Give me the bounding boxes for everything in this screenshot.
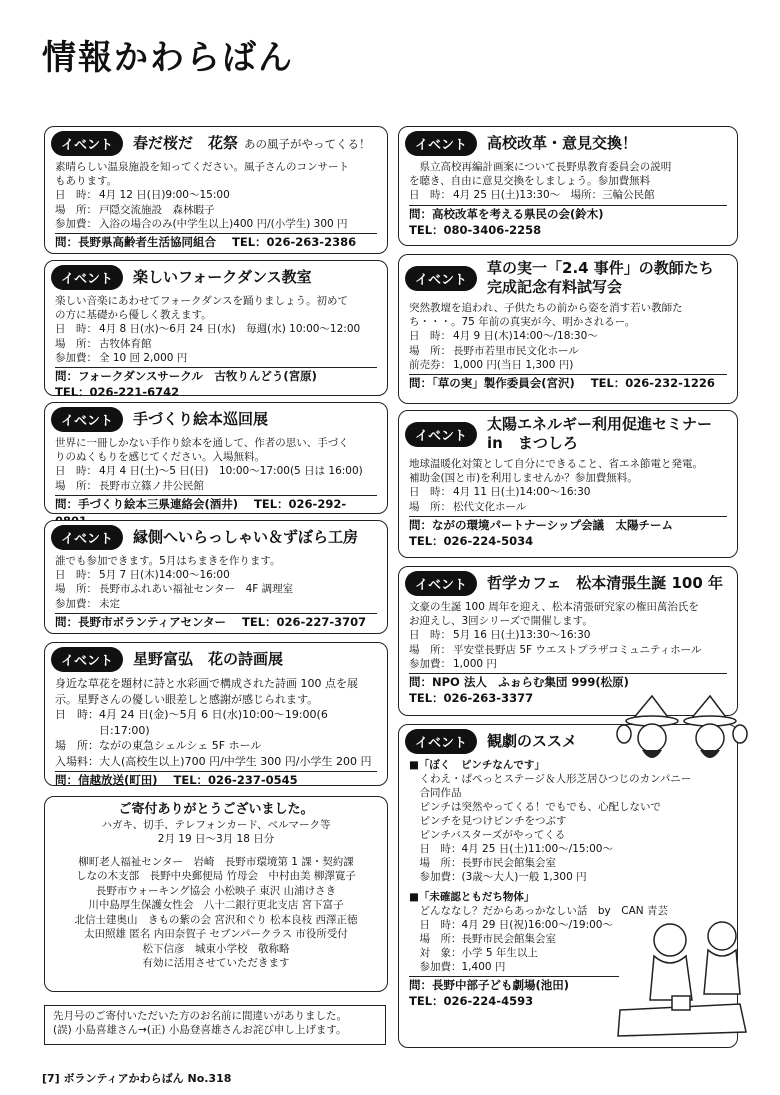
donation-line: 北信士建奥山 きもの紫の会 宮沢和ぐり 松本良枝 西澤正徳	[74, 913, 358, 926]
event-badge: イベント	[405, 571, 477, 596]
event-place: 松代文化ホール	[453, 500, 527, 513]
event-card-hoshino: イベント 星野富弘 花の詩画展 身近な草花を題材に詩と水彩画で構成された詩画 100 点を展 示。星野さんの優しい眼差しと感謝が感じられます。 日 時： 4月 24 日(金)～5月 6 日(水)10:00～19:00(6 日:17:00) 場 所： ながの東急シェルシェ 5F ホール 入場料： 大人(高校生以上)700 円/中学生 300 円/小学生 200 円 問：信越放送(町田) TEL：026-237-0545	[44, 642, 388, 786]
event-contact: 問：「草の実」製作委員会(宮沢) TEL：026-232-1226	[409, 376, 715, 391]
donation-line: 有効に活用させていただきます	[142, 957, 290, 969]
event-tel: TEL：026-221-6742	[55, 385, 180, 400]
event-desc: 世界に一冊しかない手作り絵本を通して、作者の思い、手づく	[55, 437, 349, 449]
event-date: 4月 12 日(日)9:00～15:00	[99, 189, 230, 202]
event-desc: りのぬくもりを感じてください。入場無料。	[55, 451, 265, 464]
event-place: ながの東急シェルシェ 5F ホール	[99, 739, 262, 752]
event-title: 太陽エネルギー利用促進セミナー in まつしろ	[487, 415, 713, 452]
donation-thanks-box	[44, 796, 388, 992]
event-badge: イベント	[51, 131, 123, 156]
event-badge: イベント	[51, 647, 123, 672]
event-date: 5月 16 日(土)13:30～16:30	[453, 629, 591, 642]
event-badge: イベント	[405, 422, 477, 447]
event-contact: 問：フォークダンスサークル 古牧りんどう(宮原)	[55, 369, 317, 384]
event-place: 戸隠交流施設 森林暇子	[99, 203, 215, 216]
event-desc: ち・・・。75 年前の真実が今、明かされるー。	[409, 316, 636, 329]
event-date: 4月 11 日(土)14:00～16:30	[453, 486, 591, 499]
play-line: ■「未確認ともだち物体」	[409, 891, 535, 903]
event-desc: 県立高校再編計画案について長野県教育委員会の説明	[409, 161, 672, 173]
event-card-solar-seminar: イベント 太陽エネルギー利用促進セミナー in まつしろ 地球温暖化対策として自分にできること、省エネ節電と発電。 補助金(国と市)を利用しませんか？参加費無料。 日 時： 4月 11 日(土)14:00～16:30 場 所： 松代文化ホール 問：ながの環境パートナーシップ会議 太陽チーム TEL：026-224-5034	[398, 410, 738, 558]
play-line: どんななし？だからあっかなしい話 by CAN 青芸	[409, 905, 668, 917]
event-badge: イベント	[51, 265, 123, 290]
event-card-engawa: イベント 縁側へいらっしゃい＆ずぼら工房 誰でも参加できます。5月はちまきを作ります。 日 時： 5月 7 日(木)14:00～16:00 場 所： 長野市ふれあい福祉センター 4F 調理室 参加費： 未定 問：長野市ボランティアセンター TEL：026-227-3707	[44, 520, 388, 634]
donation-line: 川中島厚生保護女性会 八十二銀行更北支店 宮下富子	[88, 899, 344, 911]
event-desc: お迎えし、3回シリーズで開催します。	[409, 615, 593, 628]
event-desc: 誰でも参加できます。5月はちまきを作ります。	[55, 555, 281, 567]
event-contact: 問：長野中部子ども劇場(池田)	[409, 978, 570, 992]
event-desc: 楽しい音楽にあわせてフォークダンスを踊りましょう。初めて	[55, 295, 349, 307]
event-card-philosophy-cafe: イベント 哲学カフェ 松本清張生誕 100 年 文豪の生誕 100 周年を迎え、松本清張研究家の権田萬治氏を お迎えし、3回シリーズで開催します。 日 時： 5月 16 日(土)13:30～16:30 場 所： 平安堂長野店 5F ウエストプラザコミュニティホール 参加費： 1,000 円 問：NPO 法人 ふぉらむ集団 999(松原) TEL：026-263-3377	[398, 566, 738, 716]
play-line: 日 時：4月 29 日(祝)16:00～/19:00～	[409, 919, 613, 931]
play-line: ピンチバスターズがやってくる	[409, 829, 566, 841]
event-card-picture-book: イベント 手づくり絵本巡回展 世界に一冊しかない手作り絵本を通して、作者の思い、手づく りのぬくもりを感じてください。入場無料。 日 時： 4月 4 日(土)～5 日(日) 10:00～17:00(5 日は 16:00) 場 所： 長野市立篠ノ井公民館 問：手づくり絵本三県連絡会(酒井) TEL：026-292-	[44, 402, 388, 514]
event-date: 4月 4 日(土)～5 日(日) 10:00～17:00(5 日は 16:00)	[99, 465, 363, 478]
page-footer: [7] ボランティアかわらばん No.318	[42, 1072, 232, 1085]
event-card-spring-festival: イベント 春だ桜だ 花祭 あの風子がやってくる！ 素晴らしい温泉施設を知ってください。風子さんのコンサート もあります。 日 時： 4月 12 日(日)9:00～15:00 場 所： 戸隠交流施設 森林暇子 参加費： 入浴の場合のみ(中学生以上)400 円/(小学生) 300 円 問：長野県高齢者生活協同組合 TEL：026-263-2386	[44, 126, 388, 254]
event-place: 長野市ふれあい福祉センター 4F 調理室	[99, 583, 294, 596]
event-card-kusanomi: イベント 草の実一「2.4 事件」の教師たち 完成記念有料試写会 突然教壇を追われ、子供たちの前から姿を消す若い教師た ち・・・。75 年前の真実が今、明かされるー。 日 時： 4月 9 日(木)14:00～/18:30～ 場 所： 長野市若里市民文化ホール 前売券： 1,000 円(当日 1,300 円) 問：「草の実」製作委員会(宮沢) TEL：026-232-1226	[398, 254, 738, 404]
event-place: 長野市若里市民文化ホール	[453, 344, 579, 357]
play-line: ピンチを見つけピンチをつぶす	[409, 815, 567, 827]
event-title: 哲学カフェ 松本清張生誕 100 年	[487, 574, 724, 592]
play-line: ピンチは突然やってくる！でもでも、心配しないで	[409, 801, 661, 813]
play-line: ■「ぼく ピンチなんです」	[409, 759, 545, 771]
event-contact: 問：長野市ボランティアセンター TEL：026-227-3707	[55, 614, 367, 629]
event-contact: 問：ながの環境パートナーシップ会議 太陽チーム	[409, 517, 674, 532]
play-line: 場 所：長野市民会館集会室	[409, 933, 556, 945]
donation-title: ご寄付ありがとうございました。	[118, 802, 314, 817]
event-title: 草の実一「2.4 事件」の教師たち 完成記念有料試写会	[487, 259, 714, 296]
event-title: 高校改革・意見交換！	[487, 134, 638, 152]
event-contact: 問：高校改革を考える県民の会(鈴木)	[409, 206, 604, 221]
event-contact: 問：長野県高齢者生活協同組合 TEL：026-263-2386	[55, 235, 357, 250]
donation-line: 柳町老人福祉センター 岩崎 長野市環境第 1 課・契約課	[78, 855, 354, 868]
event-date: 4月 24 日(金)～5月 6 日(水)10:00～19:00(6 日:17:00)	[99, 708, 328, 737]
event-tel: TEL：080-3406-2258	[409, 222, 542, 237]
donation-line: 太田照雄 匿名 内田奈賀子 セブンパークラス 市役所受付	[84, 928, 348, 940]
event-place: 古牧体育館	[99, 337, 152, 350]
play-line: 対 象：小学 5 年生以上	[409, 947, 538, 959]
event-desc: もあります。	[55, 175, 118, 188]
play-line: くわえ・ぱぺっとステージ＆人形芝居ひつじのカンパニー	[409, 773, 692, 785]
event-fee: 大人(高校生以上)700 円/中学生 300 円/小学生 200 円	[99, 754, 372, 768]
donation-line: 長野市ウォーキング協会 小松映子 東沢 山浦けさき	[95, 884, 337, 897]
event-tel: TEL：026-224-4593	[409, 994, 534, 1008]
event-date: 4月 25 日(土)13:30～ 場所：三輪公民館	[453, 189, 655, 202]
event-title: 観劇のススメ	[487, 732, 578, 750]
play-line: 日 時：4月 25 日(土)11:00～/15:00～	[409, 843, 613, 855]
event-place: 長野市立篠ノ井公民館	[99, 479, 204, 492]
event-desc: 素晴らしい温泉施設を知ってください。風子さんのコンサート	[55, 161, 349, 173]
event-title: 手づくり絵本巡回展	[133, 410, 269, 428]
event-card-folk-dance: イベント 楽しいフォークダンス教室 楽しい音楽にあわせてフォークダンスを踊りましょう。初めて の方に基礎から優しく教えます。 日 時： 4月 8 日(水)～6月 24 日(水) 毎週(水) 10:00～12:00 場 所： 古牧体育館 参加費： 全 10 回 2,000 円 問：フォークダンスサークル 古牧りんどう(宮原) TEL：026-221-6742	[44, 260, 388, 396]
event-contact: 問：信越放送(町田) TEL：026-237-0545	[55, 773, 298, 787]
event-badge: イベント	[405, 266, 477, 291]
event-desc: の方に基礎から優しく教えます。	[55, 309, 212, 322]
event-tel: TEL：026-263-3377	[409, 691, 534, 706]
event-date: 4月 9 日(木)14:00～/18:30～	[453, 330, 598, 343]
play-line: 参加費：1,400 円	[409, 961, 506, 973]
event-desc: 文豪の生誕 100 周年を迎え、松本清張研究家の権田萬治氏を	[409, 601, 699, 613]
event-desc: 補助金(国と市)を利用しませんか？参加費無料。	[409, 472, 638, 485]
event-title: 星野富弘 花の詩画展	[133, 650, 284, 668]
event-badge: イベント	[51, 407, 123, 432]
play-line: 参加費：(3歳～大人)一般 1,300 円	[409, 871, 587, 883]
event-card-school-reform: イベント 高校改革・意見交換！ 県立高校再編計画案について長野県教育委員会の説明 を聴き、自由に意見交換をしましょう。参加費無料 日 時： 4月 25 日(土)13:30～ 場所：三輪公民館 問：高校改革を考える県民の会(鈴木) TEL：080-3406-2258	[398, 126, 738, 246]
event-title: 春だ桜だ 花祭 あの風子がやってくる！	[133, 133, 371, 152]
event-desc: 示。星野さんの優しい眼差しと感謝が感じられます。	[55, 692, 319, 706]
event-tel: TEL：026-224-5034	[409, 533, 534, 548]
donation-line: 松下信彦 城東小学校 敬称略	[142, 942, 290, 955]
event-desc: 身近な草花を題材に詩と水彩画で構成された詩画 100 点を展	[55, 677, 358, 690]
event-fee: 未定	[99, 597, 120, 610]
event-contact: 問：手づくり絵本三県連絡会(酒井) TEL：026-292-	[55, 496, 347, 511]
donation-line: 2月 19 日～3月 18 日分	[157, 833, 275, 845]
event-fee: 全 10 回 2,000 円	[99, 351, 188, 364]
event-fee: 1,000 円(当日 1,300 円)	[453, 358, 574, 371]
event-desc: 地球温暖化対策として自分にできること、省エネ節電と発電。	[409, 458, 703, 470]
event-badge: イベント	[405, 131, 477, 156]
event-title: 楽しいフォークダンス教室	[133, 268, 312, 286]
page-title: 情報かわらばん	[42, 38, 294, 78]
event-date: 4月 8 日(水)～6月 24 日(水) 毎週(水) 10:00～12:00	[99, 323, 361, 336]
play-line: 合同作品	[409, 787, 462, 799]
donation-line: ハガキ、切手、テレフォンカード、ベルマーク等	[101, 818, 331, 831]
children-illustration	[600, 900, 750, 1050]
event-desc: を聴き、自由に意見交換をしましょう。参加費無料	[409, 175, 651, 188]
event-badge: イベント	[51, 525, 123, 550]
event-title: 縁側へいらっしゃい＆ずぼら工房	[133, 528, 359, 546]
event-badge: イベント	[405, 729, 477, 754]
performers-illustration	[612, 690, 752, 780]
event-place: 平安堂長野店 5F ウエストプラザコミュニティホール	[453, 643, 702, 656]
correction-notice: 先月号のご寄付いただいた方のお名前に間違いがありました。 (誤) 小島喜雄さん→(正) 小島登喜雄さんお詫び申し上げます。	[44, 1005, 386, 1045]
event-fee: 1,000 円	[453, 657, 497, 670]
event-contact: 問：NPO 法人 ふぉらむ集団 999(松原)	[409, 675, 629, 690]
event-fee: 入浴の場合のみ(中学生以上)400 円/(小学生) 300 円	[99, 217, 348, 230]
event-desc: 突然教壇を追われ、子供たちの前から姿を消す若い教師た	[409, 302, 683, 314]
play-line: 場 所：長野市民会館集会室	[409, 857, 556, 869]
donation-line: しなの木支部 長野中央郵便局 竹母会 中村由美 柳澤寛子	[76, 870, 356, 882]
event-date: 5月 7 日(木)14:00～16:00	[99, 569, 230, 582]
